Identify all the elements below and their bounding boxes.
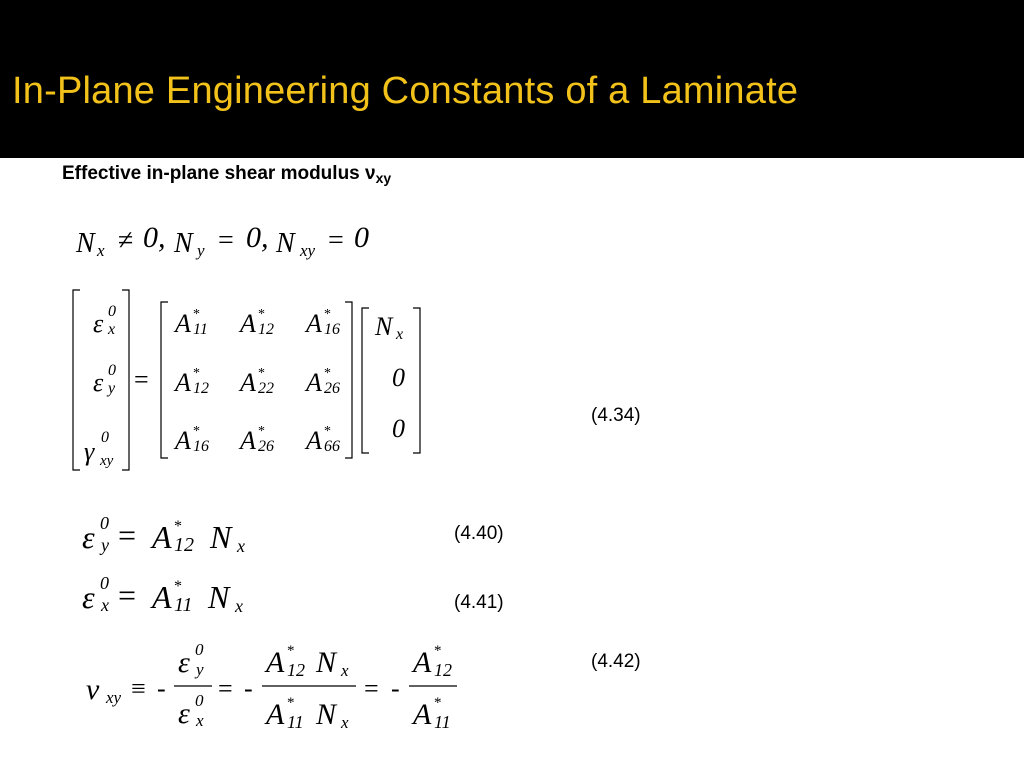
a16-row3-sub: 16 xyxy=(193,438,209,455)
ny-subscript: y xyxy=(197,241,205,260)
a22-base: A xyxy=(240,368,256,397)
strain-x-sub: x xyxy=(108,321,116,338)
eq441-n-sub: x xyxy=(235,596,243,616)
eq441-a-sub: 11 xyxy=(174,594,193,616)
force-bracket-left xyxy=(362,308,369,453)
eq441-epsilon: ε xyxy=(82,579,95,615)
eq442-frac3-num-star: * xyxy=(434,643,442,659)
eq442-frac3-den-a: A xyxy=(413,698,432,731)
a12-star: * xyxy=(258,307,265,322)
eq442-frac3-num-sub: 12 xyxy=(434,660,452,680)
equation-number-4-42: (4.42) xyxy=(591,651,641,672)
eq442-equals-2: = xyxy=(364,674,379,703)
eq441-n-base: N xyxy=(208,579,230,615)
ny-symbol: N xyxy=(174,228,193,259)
a66-star: * xyxy=(324,424,331,439)
a66-base: A xyxy=(306,426,322,455)
equation-number-4-40: (4.40) xyxy=(454,523,504,544)
equation-4-42 xyxy=(86,640,457,732)
strain-bracket-right xyxy=(122,290,129,470)
not-equal-sign: ≠ xyxy=(118,225,134,256)
a11-sub: 11 xyxy=(193,321,208,338)
eq442-frac2-num-n: N xyxy=(316,646,337,679)
equal-sign-2: = xyxy=(328,225,344,256)
eq442-nu: ν xyxy=(86,673,100,706)
zero-3: 0 xyxy=(354,221,369,254)
eq442-frac1-num-sub: y xyxy=(196,660,204,679)
nxy-symbol: N xyxy=(276,228,295,259)
a16-sub: 16 xyxy=(324,321,340,338)
a66-sub: 66 xyxy=(324,438,340,455)
eq441-epsilon-sup: 0 xyxy=(100,573,109,593)
a22-sub: 22 xyxy=(258,380,274,397)
eq442-frac3-den-sub: 11 xyxy=(434,712,451,732)
eq442-frac1-num-sup: 0 xyxy=(195,640,204,659)
strain-xy-sub: xy xyxy=(100,453,114,469)
eq442-frac1-num-eps: ε xyxy=(178,646,190,679)
equation-4-41 xyxy=(82,573,243,616)
a11-star: * xyxy=(193,307,200,322)
eq442-frac1-den-sub: x xyxy=(196,711,204,730)
eq440-n-sub: x xyxy=(237,536,245,556)
strain-y-symbol: ε xyxy=(93,368,104,397)
a26-row3-star: * xyxy=(258,424,265,439)
eq442-frac2-den-nsub: x xyxy=(341,713,349,732)
eq442-frac3-num-a: A xyxy=(413,646,432,679)
matrix-equal-sign: = xyxy=(134,365,149,394)
force-bracket-right xyxy=(413,308,420,453)
strain-x-sup: 0 xyxy=(108,303,116,320)
eq440-a-sub: 12 xyxy=(174,534,194,556)
eq442-nu-sub: xy xyxy=(106,688,122,707)
eq441-a-star: * xyxy=(174,578,182,595)
a26-base: A xyxy=(306,368,322,397)
a16-star: * xyxy=(324,307,331,322)
force-zero-2: 0 xyxy=(392,414,405,443)
eq442-frac2-den-star: * xyxy=(287,695,295,711)
a16-base: A xyxy=(306,309,322,338)
eq442-frac2-den-sub: 11 xyxy=(287,712,304,732)
section-heading-text: Effective in-plane shear modulus xyxy=(62,163,366,184)
equal-sign-1: = xyxy=(218,225,234,256)
eq440-a-star: * xyxy=(174,518,182,535)
eq441-a-base: A xyxy=(152,579,172,615)
eq442-frac2-num-sub: 12 xyxy=(287,660,305,680)
eq442-frac2-num-nsub: x xyxy=(341,661,349,680)
eq442-minus-1: - xyxy=(157,674,166,703)
nxy-subscript: xy xyxy=(300,241,316,260)
section-heading-symbol: ν xyxy=(365,163,376,184)
zero-1: 0, xyxy=(143,221,166,254)
a12-base: A xyxy=(240,309,256,338)
eq440-n-base: N xyxy=(210,519,232,555)
eq441-epsilon-sub: x xyxy=(101,595,109,615)
eq440-epsilon-sup: 0 xyxy=(100,513,109,533)
eq441-equals: = xyxy=(118,577,137,613)
force-nx-base: N xyxy=(375,312,393,341)
eq440-equals: = xyxy=(118,517,137,553)
eq442-frac1-den-eps: ε xyxy=(178,697,190,730)
a26-row3-sub: 26 xyxy=(258,438,274,455)
force-nx-sub: x xyxy=(396,326,404,343)
a26-star: * xyxy=(324,366,331,381)
matrix-bracket-left xyxy=(161,302,168,458)
eq442-frac1-den-sup: 0 xyxy=(195,691,204,710)
eq442-equals-1: = xyxy=(218,674,233,703)
eq442-equiv: ≡ xyxy=(131,674,146,703)
a22-star: * xyxy=(258,366,265,381)
strain-y-sub: y xyxy=(108,380,116,397)
eq442-minus-2: - xyxy=(244,674,253,703)
eq440-a-base: A xyxy=(152,519,172,555)
a16-row3-base: A xyxy=(175,426,191,455)
eq442-frac2-den-n: N xyxy=(316,698,337,731)
section-heading-subscript: xy xyxy=(375,170,392,186)
strain-bracket-left xyxy=(73,290,80,470)
equation-number-4-34: (4.34) xyxy=(591,405,641,426)
eq442-frac3-den-star: * xyxy=(434,695,442,711)
zero-2: 0, xyxy=(246,221,269,254)
force-zero-1: 0 xyxy=(392,363,405,392)
equation-4-40 xyxy=(82,513,245,556)
eq442-minus-3: - xyxy=(391,674,400,703)
a11-base: A xyxy=(175,309,191,338)
slide-title: In-Plane Engineering Constants of a Laminate xyxy=(12,70,799,112)
a26-row3-base: A xyxy=(240,426,256,455)
eq442-frac2-num-a: A xyxy=(266,646,285,679)
strain-xy-symbol: γ xyxy=(84,437,95,466)
loading-condition xyxy=(75,221,369,260)
strain-x-symbol: ε xyxy=(93,309,104,338)
equation-4-34-terms xyxy=(84,303,405,469)
nx-symbol: N xyxy=(76,228,95,259)
equation-number-4-41: (4.41) xyxy=(454,592,504,613)
a12-row2-sub: 12 xyxy=(193,380,209,397)
a12-sub: 12 xyxy=(258,321,274,338)
eq442-frac2-den-a: A xyxy=(266,698,285,731)
strain-y-sup: 0 xyxy=(108,362,116,379)
strain-xy-sup: 0 xyxy=(101,429,109,446)
a16-row3-star: * xyxy=(193,424,200,439)
a26-sub: 26 xyxy=(324,380,340,397)
nx-subscript: x xyxy=(97,241,105,260)
a12-row2-base: A xyxy=(175,368,191,397)
eq440-epsilon-sub: y xyxy=(101,535,109,555)
matrix-bracket-right xyxy=(345,302,352,458)
a12-row2-star: * xyxy=(193,366,200,381)
eq440-epsilon: ε xyxy=(82,519,95,555)
eq442-frac2-num-star: * xyxy=(287,643,295,659)
